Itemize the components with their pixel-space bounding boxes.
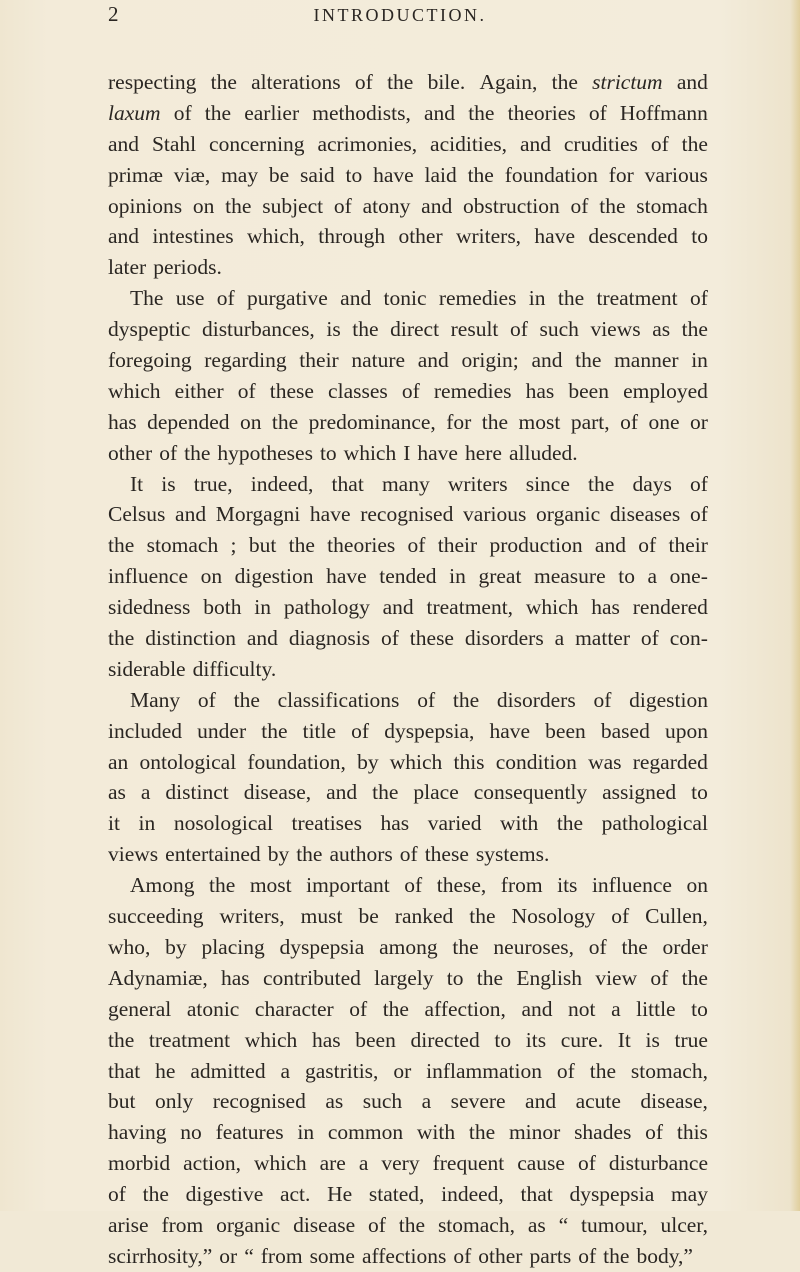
text-line: having no features in common with the minor shades of this xyxy=(108,1120,708,1145)
text-line: who, by placing dyspepsia among the neuroses, of the order xyxy=(108,934,708,959)
text-line: succeeding writers, must be ranked the Nosology of Cullen, xyxy=(108,904,708,929)
text-line: as a distinct disease, and the place consequently assigned to xyxy=(108,780,708,805)
page-number: 2 xyxy=(108,2,120,26)
text-line: Among the most important of these, from its influence on xyxy=(130,873,708,898)
text-line: Celsus and Morgagni have recognised various organic diseases of xyxy=(108,502,708,527)
text-line: the stomach ; but the theories of their production and of their xyxy=(108,533,708,558)
text-line: siderable difficulty. xyxy=(108,656,277,681)
text-line: scirrhosity,” or “ from some affections of other parts of the body,” xyxy=(108,1243,693,1268)
text-line: it in nosological treatises has varied with the pathological xyxy=(108,811,708,836)
text-line: foregoing regarding their nature and origin; and the manner in xyxy=(108,348,708,373)
text-line: Adynamiæ, has contributed largely to the English view of the xyxy=(108,965,708,990)
paragraph xyxy=(108,283,708,468)
paragraph xyxy=(108,870,708,1272)
page-edge-shadow xyxy=(790,0,800,1211)
text-line: influence on digestion have tended in great measure to a one- xyxy=(108,564,708,589)
text-line: included under the title of dyspepsia, have been based upon xyxy=(108,718,708,743)
text-line: of the digestive act. He stated, indeed, that dyspepsia may xyxy=(108,1182,708,1207)
body-text xyxy=(108,67,708,1272)
text-line: arise from organic disease of the stomach, as “ tumour, ulcer, xyxy=(108,1212,708,1237)
text-line: which either of these classes of remedies has been employed xyxy=(108,378,708,403)
text-line: It is true, indeed, that many writers since the days of xyxy=(130,471,708,496)
text-line: laxum of the earlier methodists, and the theories of Hoffmann xyxy=(108,100,708,125)
text-line: respecting the alterations of the bile. Again, the strictum and xyxy=(108,70,708,94)
text-line: dyspeptic disturbances, is the direct result of such views as the xyxy=(108,317,708,342)
text-line: The use of purgative and tonic remedies in the treatment of xyxy=(130,286,708,311)
text-line: later periods. xyxy=(108,255,222,280)
text-line: sidedness both in pathology and treatment, which has rendered xyxy=(108,595,708,620)
text-line: that he admitted a gastritis, or inflammation of the stomach, xyxy=(108,1058,708,1083)
paragraph xyxy=(108,67,708,283)
paragraph xyxy=(108,469,708,685)
text-line: opinions on the subject of atony and obstruction of the stomach xyxy=(108,193,708,218)
text-line: an ontological foundation, by which this condition was regarded xyxy=(108,749,708,774)
text-line: the distinction and diagnosis of these disorders a matter of con- xyxy=(108,626,708,651)
text-line: and intestines which, through other writers, have descended to xyxy=(108,224,708,249)
text-line: primæ viæ, may be said to have laid the foundation for various xyxy=(108,162,708,187)
running-head: INTRODUCTION. xyxy=(313,5,487,25)
text-line: the treatment which has been directed to its cure. It is true xyxy=(108,1027,708,1052)
text-line: morbid action, which are a very frequent cause of disturbance xyxy=(108,1151,708,1176)
text-line: views entertained by the authors of these systems. xyxy=(108,842,550,867)
text-line: and Stahl concerning acrimonies, acidities, and crudities of the xyxy=(108,131,708,156)
text-line: other of the hypotheses to which I have here alluded. xyxy=(108,440,578,465)
text-line: has depended on the predominance, for the most part, of one or xyxy=(108,409,708,434)
text-line: but only recognised as such a severe and acute disease, xyxy=(108,1089,708,1114)
text-line: general atonic character of the affection, and not a little to xyxy=(108,996,708,1021)
text-line: Many of the classifications of the disorders of digestion xyxy=(130,687,708,712)
paragraph xyxy=(108,685,708,870)
